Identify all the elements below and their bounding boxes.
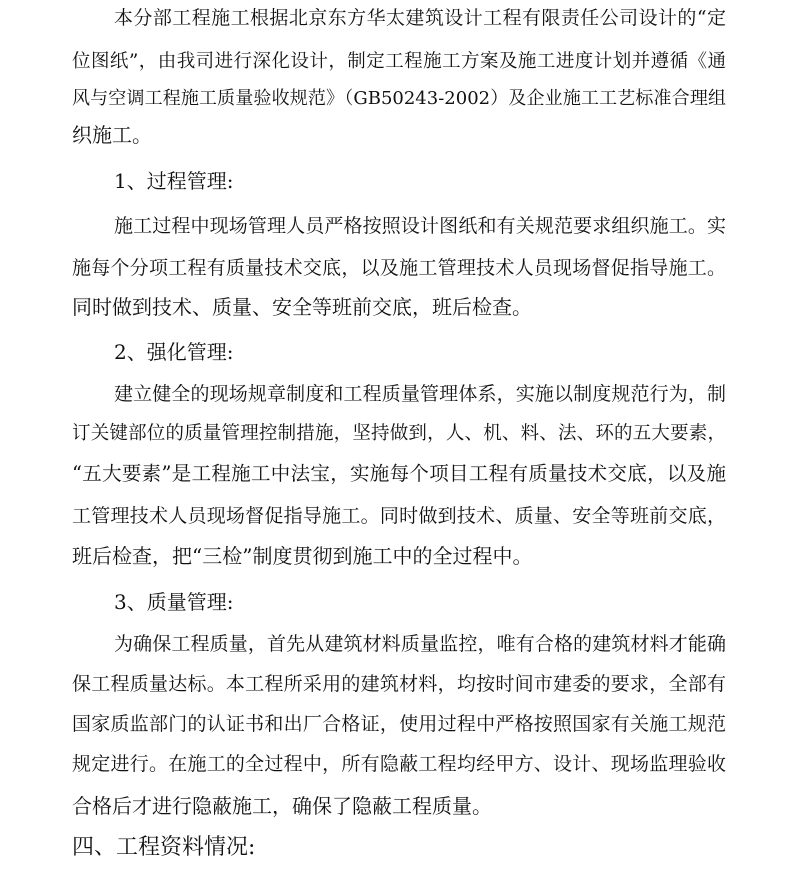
paragraph-line: 为确保工程质量，首先从建筑材料质量监控，唯有合格的建筑材料才能确 — [114, 633, 726, 655]
paragraph-line: “五大要素”是工程施工中法宝，实施每个项目工程有质量技术交底，以及施 — [72, 462, 726, 485]
paragraph-line: 建立健全的现场规章制度和工程质量管理体系，实施以制度规范行为，制 — [114, 383, 726, 405]
paragraph-line: 位图纸”，由我司进行深化设计，制定工程施工方案及施工进度计划并遵循《通 — [72, 51, 726, 72]
paragraph-line: 同时做到技术、质量、安全等班前交底，班后检查。 — [72, 295, 532, 319]
subheading: 2、强化管理: — [114, 340, 234, 364]
paragraph-line: 订关键部位的质量管理控制措施，坚持做到，人、机、料、法、环的五大要素， — [72, 423, 726, 444]
paragraph-line: 织施工。 — [72, 123, 152, 147]
paragraph-line: 工管理技术人员现场督促指导施工。同时做到技术、质量、安全等班前交底， — [72, 505, 726, 527]
subheading: 1、过程管理: — [114, 169, 234, 193]
paragraph-line: 班后检查，把“三检”制度贯彻到施工中的全过程中。 — [72, 544, 533, 568]
paragraph-line: 合格后才进行隐蔽施工，确保了隐蔽工程质量。 — [72, 794, 492, 818]
paragraph-line: 保工程质量达标。本工程所采用的建筑材料，均按时间市建委的要求，全部有 — [72, 673, 726, 695]
paragraph-line: 施每个分项工程有质量技术交底，以及施工管理技术人员现场督促指导施工。 — [72, 257, 726, 279]
subheading: 3、质量管理: — [114, 590, 234, 614]
paragraph-line: 风与空调工程施工质量验收规范》（GB50243-2002）及企业施工工艺标准合理组 — [72, 88, 726, 109]
paragraph-line: 国家质监部门的认证书和出厂合格证，使用过程中严格按照国家有关施工规范 — [72, 713, 726, 735]
paragraph-line: 规定进行。在施工的全过程中，所有隐蔽工程均经甲方、设计、现场监理验收 — [72, 753, 726, 775]
paragraph-line: 施工过程中现场管理人员严格按照设计图纸和有关规范要求组织施工。实 — [114, 215, 726, 237]
section-heading: 四、工程资料情况: — [72, 835, 256, 860]
paragraph-line: 本分部工程施工根据北京东方华太建筑设计工程有限责任公司设计的“定 — [114, 7, 726, 29]
